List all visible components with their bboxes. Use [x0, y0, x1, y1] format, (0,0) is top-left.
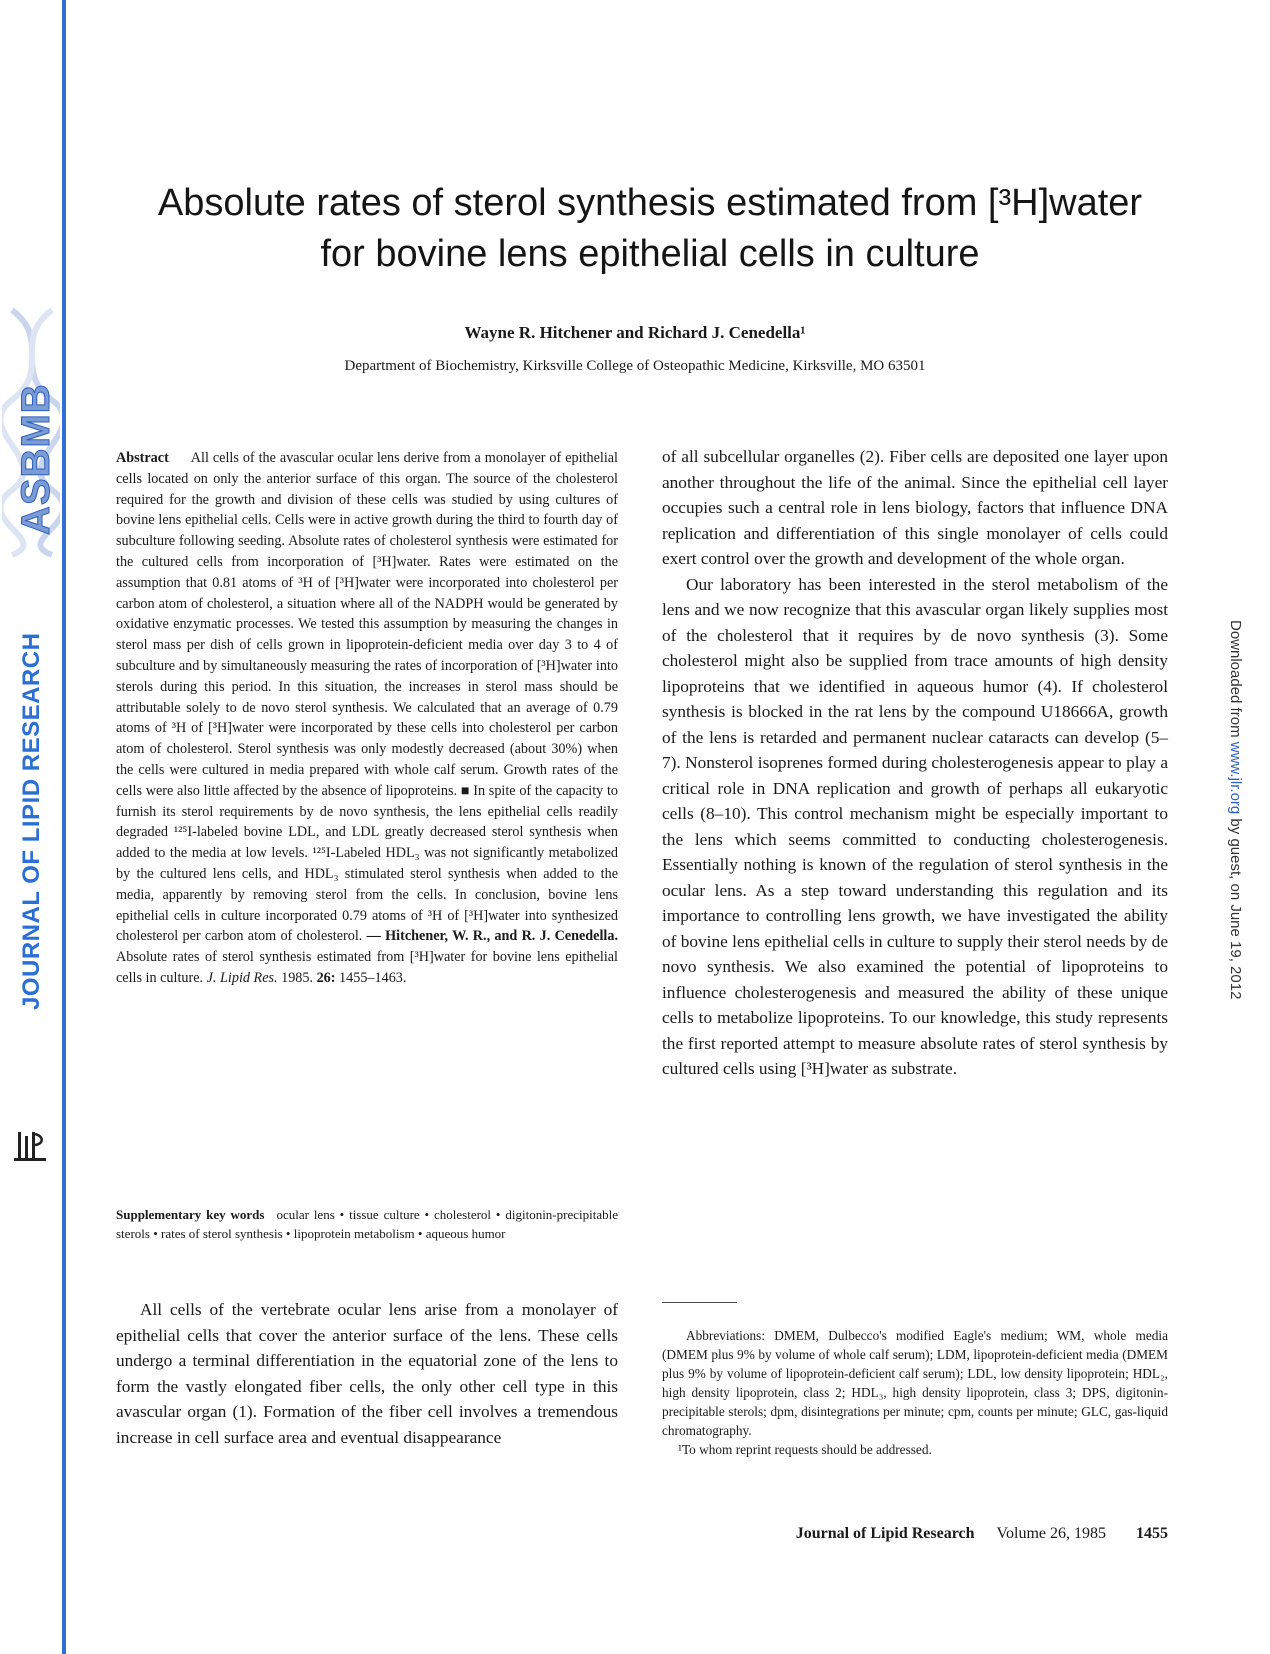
jlr-logo-icon [12, 1128, 48, 1164]
download-note-suffix: by guest, on June 19, 2012 [1227, 814, 1244, 1000]
asbmb-text: ASBMB [14, 383, 58, 535]
citation-journal: J. Lipid Res. [206, 969, 278, 986]
body-right-column [662, 444, 1168, 1082]
abstract-label: Abstract [116, 450, 169, 466]
abbreviations-footnote: Abbreviations: DMEM, Dulbecco's modified Eagle's medium; WM, whole media (DMEM plus 9% by volume of whole calf serum); LDM, lipoprotein-deficient media (DMEM plus 9% by volume of lipoprotein-deficient calf serum); LDL, low density lipoprotein; HDL₂, high density lipoprotein, class 2; HDL₃, high density lipoprotein, class 3; DPS, digitonin-precipitable sterols; dpm, disintegrations per minute; cpm, counts per minute; GLC, gas-liquid chromatography. [662, 1328, 1168, 1438]
abstract [116, 448, 618, 989]
footer-journal: Journal of Lipid Research [795, 1525, 975, 1542]
paper-title: Absolute rates of sterol synthesis estimated from [³H]water for bovine lens epithelial cells in culture [157, 182, 1143, 275]
download-note [1227, 620, 1244, 1020]
citation-volume: 26: [316, 969, 336, 986]
body-left-column [116, 1297, 618, 1450]
journal-vertical-title: JOURNAL OF LIPID RESEARCH [18, 632, 45, 1010]
footnotes [662, 1326, 1168, 1459]
page-footer [662, 1525, 1168, 1543]
abstract-text: All cells of the avascular ocular lens derive from a monolayer of epithelial cells located on only the anterior surface of this organ. The source of the cholesterol required for the growth and division of these cells was studied by using cultures of bovine lens epithelial cells. Cells were in active growth during the third to fourth day of subculture following seeding. Absolute rates of cholesterol synthesis were estimated for the cultured cells from incorporation of [³H]water. Rates were estimated on the assumption that 0.81 atoms of ³H of [³H]water were incorporated into cholesterol per carbon atom of cholesterol, a situation where all of the NADPH would be generated by oxidative enzymatic processes. We tested this assumption by measuring the changes in sterol mass per dish of cells grown in lipoprotein-deficient media over day 3 to 4 of subculture and by simultaneously measuring the rates of incorporation of [³H]water into sterols during this period. In this situation, the increases in sterol mass should be attributable solely to de novo sterol synthesis. We calculated that an average of 0.79 atoms of ³H of [³H]water were incorporated by these cells into cholesterol per carbon atom of cholesterol. Sterol synthesis was only modestly decreased (about 30%) when the cells were cultured in media prepared with whole calf serum. Growth rates of the cells were also little affected by the absence of lipoproteins. ■ In spite of the capacity to furnish its sterol requirements by de novo synthesis, the lens epithelial cells readily degraded ¹²⁵I-labeled bovine LDL, and LDL greatly decreased sterol synthesis when added to the media at low levels. ¹²⁵I-Labeled HDL₃ was not significantly metabolized by the cultured lens cells, and HDL₃ stimulated sterol synthesis when added to the media, apparently by removing sterol from the cells. In conclusion, bovine lens epithelial cells in culture incorporated 0.79 atoms of ³H of [³H]water into synthesized cholesterol per carbon atom of cholesterol. [116, 450, 618, 945]
intro-paragraph-1: All cells of the vertebrate ocular lens arise from a monolayer of epithelial cells that cover the anterior surface of the lens. These cells undergo a terminal differentiation in the equatorial zone of the lens to form the vastly elongated fiber cells, the only other cell type in this avascular organ (1). Formation of the fiber cell involves a tremendous increase in cell surface area and eventual disappearance [116, 1300, 618, 1447]
download-note-prefix: Downloaded from [1227, 620, 1244, 742]
page-number: 1455 [1136, 1525, 1168, 1542]
paper-affiliation: Department of Biochemistry, Kirksville College of Osteopathic Medicine, Kirksville, MO 63501 [344, 358, 926, 374]
footer-volume: Volume 26, 1985 [996, 1525, 1106, 1542]
reprint-footnote: ¹To whom reprint requests should be addressed. [678, 1442, 932, 1457]
intro-paragraph-2: Our laboratory has been interested in the sterol metabolism of the lens and we now recognize that this avascular organ likely supplies most of the cholesterol that it requires by de novo synthesis (3). Some cholesterol might also be supplied from trace amounts of high density lipoproteins that we identified in aqueous humor (4). If cholesterol synthesis is blocked in the rat lens by the compound U18666A, growth of the lens is retarded and permanent nuclear cataracts can develop (5–7). Nonsterol isoprenes formed during cholesterogenesis appear to play a critical role in DNA replication and growth of perhaps all eukaryotic cells (8–10). This control mechanism might be especially important to the lens which seems committed to conducting cholesterogenesis. Essentially nothing is known of the regulation of sterol synthesis in the ocular lens. As a step toward understanding this regulation and its importance to controlling lens growth, we have investigated the ability of bovine lens epithelial cells in culture to supply their sterol needs by de novo synthesis. We also examined the potential of lipoproteins to influence cholesterogenesis and measured the ability of these unique cells to metabolize lipoproteins. To our knowledge, this study represents the first reported attempt to measure absolute rates of sterol synthesis by cultured cells using [³H]water as substrate. [662, 574, 1168, 1078]
citation-pages: 1455–1463. [335, 969, 407, 986]
footnote-divider [662, 1302, 737, 1303]
citation-authors: — Hitchener, W. R., and R. J. Cenedella. [366, 928, 619, 945]
paper-authors: Wayne R. Hitchener and Richard J. Cenedella¹ [464, 323, 806, 342]
key-words-label: Supplementary key words [116, 1207, 265, 1222]
key-words-text: ocular lens • tissue culture • cholesterol • digitonin-precipitable sterols • rates of sterol synthesis • lipoprotein metabolism • aqueous humor [116, 1207, 618, 1241]
citation-year: 1985. [277, 969, 317, 986]
sidebar-accent-line [62, 0, 66, 1654]
intro-paragraph-1-continued: of all subcellular organelles (2). Fiber cells are deposited one layer upon another throughout the life of the animal. Since the epithelial cell layer occupies such a central role in lens biology, factors that influence DNA replication and differentiation of this single monolayer of cells could exert control over the growth and development of the whole organ. [662, 447, 1168, 568]
jlr-website-link[interactable]: www.jlr.org [1227, 741, 1244, 815]
citation-title: Absolute rates of sterol synthesis estimated from [³H]water for bovine lens epithelial cells in culture. [116, 949, 618, 986]
key-words [116, 1205, 618, 1243]
